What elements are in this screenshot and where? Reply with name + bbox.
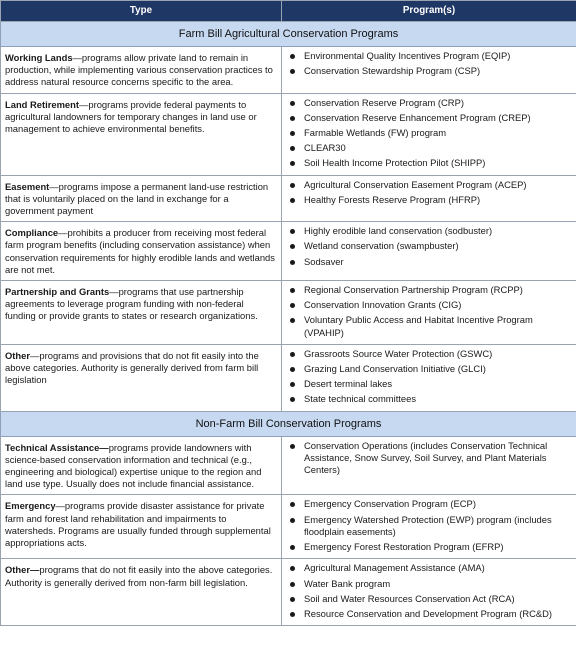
bullet-icon (290, 161, 295, 166)
bullet-icon (290, 566, 295, 571)
programs-cell (282, 222, 576, 281)
program-name: Healthy Forests Reserve Program (HFRP) (304, 193, 481, 205)
programs-cell (282, 559, 576, 626)
program-list-item (290, 225, 570, 237)
section-title: Non-Farm Bill Conservation Programs (1, 411, 576, 436)
program-list-item (290, 314, 570, 338)
bullet-icon (290, 303, 295, 308)
bullet-icon (290, 318, 295, 323)
type-cell (1, 495, 282, 559)
bullet-icon (290, 116, 295, 121)
program-list-item (290, 541, 570, 553)
program-list-item (290, 514, 570, 538)
programs-cell (282, 281, 576, 345)
type-name: Partnership and Grants (5, 286, 110, 298)
table-row (1, 175, 576, 222)
program-name: Grazing Land Conservation Initiative (GLCI) (304, 363, 486, 375)
program-list (290, 440, 570, 477)
type-description: —programs and provisions that do not fit easily into the above categories. Authority is generally derived from farm bill legislation (5, 349, 259, 386)
program-list-item (290, 50, 570, 62)
program-list (290, 50, 570, 77)
program-name: Wetland conservation (swampbuster) (304, 240, 459, 252)
type-cell (1, 559, 282, 626)
type-cell (1, 47, 282, 94)
bullet-icon (290, 518, 295, 523)
program-list-item (290, 127, 570, 139)
program-name: Grassroots Source Water Protection (GSWC) (304, 347, 493, 359)
bullet-icon (290, 131, 295, 136)
type-cell (1, 93, 282, 175)
table-row (1, 436, 576, 495)
bullet-icon (290, 444, 295, 449)
type-cell (1, 175, 282, 222)
type-description: —programs provide federal payments to agricultural landowners for temporary changes in land use or management to achieve environmental benefits. (5, 98, 257, 135)
program-name: Desert terminal lakes (304, 378, 393, 390)
table-row (1, 344, 576, 411)
type-cell (1, 344, 282, 411)
programs-cell (282, 93, 576, 175)
type-name: Technical Assistance— (5, 441, 109, 453)
type-description: —programs provide disaster assistance for private farm and forest land rehabilitation and impairments to watersheds. Programs are usually funded through supplemental appropriations acts. (5, 500, 271, 549)
program-name: Soil Health Income Protection Pilot (SHIPP) (304, 157, 486, 169)
program-list-item (290, 65, 570, 77)
table-row (1, 93, 576, 175)
type-name: Easement (5, 180, 50, 192)
bullet-icon (290, 69, 295, 74)
program-list (290, 97, 570, 170)
programs-cell (282, 344, 576, 411)
section-header-row (1, 411, 576, 436)
program-name: Environmental Quality Incentives Program (EQIP) (304, 50, 511, 61)
program-list-item (290, 440, 570, 477)
type-cell (1, 222, 282, 281)
section-title: Farm Bill Agricultural Conservation Programs (1, 22, 576, 47)
program-list-item (290, 240, 570, 252)
program-list-item (290, 378, 570, 390)
program-name: Emergency Forest Restoration Program (EFRP) (304, 541, 504, 553)
bullet-icon (290, 101, 295, 106)
bullet-icon (290, 582, 295, 587)
program-list-item (290, 608, 570, 620)
program-list-item (290, 179, 570, 191)
type-cell (1, 436, 282, 495)
program-list (290, 562, 570, 620)
program-list-item (290, 498, 570, 510)
programs-cell (282, 495, 576, 559)
section-header-row (1, 22, 576, 47)
header-row (1, 1, 576, 22)
table-row (1, 281, 576, 345)
program-list (290, 179, 570, 206)
program-name: Farmable Wetlands (FW) program (304, 127, 447, 139)
program-list-item (290, 363, 570, 375)
program-name: CLEAR30 (304, 142, 346, 154)
program-name: Soil and Water Resources Conservation Act (RCA) (304, 592, 515, 604)
type-cell (1, 281, 282, 345)
program-list-item (290, 284, 570, 296)
program-name: Emergency Watershed Protection (EWP) program (includes floodplain easements) (304, 513, 552, 537)
programs-cell (282, 175, 576, 222)
bullet-icon (290, 244, 295, 249)
bullet-icon (290, 260, 295, 265)
program-name: Conservation Reserve Program (CRP) (304, 96, 464, 108)
program-list-item (290, 299, 570, 311)
table-row (1, 495, 576, 559)
type-name: Other— (5, 564, 40, 576)
program-list-item (290, 142, 570, 154)
program-name: Voluntary Public Access and Habitat Incentive Program (VPAHIP) (304, 314, 533, 338)
program-name: Conservation Stewardship Program (CSP) (304, 65, 481, 77)
type-name: Emergency (5, 500, 56, 512)
program-list-item (290, 578, 570, 590)
type-name: Compliance (5, 227, 59, 239)
type-description: —programs that use partnership agreements to leverage program funding with non-federal funding or provide grants to states or research organizations. (5, 286, 258, 322)
bullet-icon (290, 288, 295, 293)
bullet-icon (290, 54, 295, 59)
type-name: Other (5, 349, 31, 361)
program-list-item (290, 256, 570, 268)
program-list (290, 284, 570, 339)
table-row (1, 222, 576, 281)
bullet-icon (290, 229, 295, 234)
column-header-type: Type (1, 1, 282, 22)
program-list-item (290, 393, 570, 405)
program-list-item (290, 562, 570, 574)
bullet-icon (290, 146, 295, 151)
bullet-icon (290, 612, 295, 617)
program-name: Agricultural Management Assistance (AMA) (304, 562, 485, 574)
program-name: State technical committees (304, 393, 417, 405)
program-list (290, 348, 570, 406)
type-description: —programs allow private land to remain in production, while implementing various conservation practices to address natural resource concerns specific to the area. (5, 52, 273, 88)
type-description: programs that do not fit easily into the above categories. Authority is generally derived from non-farm bill legislation. (5, 564, 273, 588)
bullet-icon (290, 545, 295, 550)
program-name: Sodsaver (304, 255, 344, 267)
program-list-item (290, 157, 570, 169)
program-name: Highly erodible land conservation (sodbuster) (304, 225, 493, 237)
type-description: —programs impose a permanent land-use restriction that is voluntarily placed on the land in exchange for a government payment (5, 180, 269, 217)
program-list-item (290, 593, 570, 605)
program-list (290, 225, 570, 268)
program-list-item (290, 348, 570, 360)
program-name: Resource Conservation and Development Program (RC&D) (304, 607, 553, 619)
program-name: Emergency Conservation Program (ECP) (304, 498, 476, 510)
bullet-icon (290, 183, 295, 188)
program-list (290, 498, 570, 553)
program-name: Water Bank program (304, 577, 391, 589)
program-name: Agricultural Conservation Easement Program (ACEP) (304, 178, 527, 190)
type-description: —prohibits a producer from receiving most federal farm program benefits (including conservation assistance) when conservation requirements for highly erodible lands and wetlands are not met. (5, 227, 275, 275)
bullet-icon (290, 597, 295, 602)
bullet-icon (290, 198, 295, 203)
type-name: Working Lands (5, 52, 73, 63)
program-list-item (290, 194, 570, 206)
program-name: Regional Conservation Partnership Program (RCPP) (304, 284, 523, 296)
bullet-icon (290, 397, 295, 402)
programs-cell (282, 436, 576, 495)
program-list-item (290, 112, 570, 124)
bullet-icon (290, 367, 295, 372)
type-description: programs provide landowners with science-based conservation information and technical (e.g., engineering and biological) expertise unique to the region and land use type. Usually does not include financial assistance. (5, 441, 262, 490)
program-name: Conservation Innovation Grants (CIG) (304, 299, 462, 311)
type-name: Land Retirement (5, 98, 79, 110)
bullet-icon (290, 382, 295, 387)
program-name: Conservation Reserve Enhancement Program (CREP) (304, 111, 531, 123)
bullet-icon (290, 502, 295, 507)
table-row (1, 47, 576, 94)
programs-cell (282, 47, 576, 94)
program-list-item (290, 97, 570, 109)
column-header-programs: Program(s) (282, 1, 576, 22)
bullet-icon (290, 352, 295, 357)
table-row (1, 559, 576, 626)
program-name: Conservation Operations (includes Conservation Technical Assistance, Snow Survey, Soil Survey, and Plant Materials Centers) (304, 439, 548, 476)
